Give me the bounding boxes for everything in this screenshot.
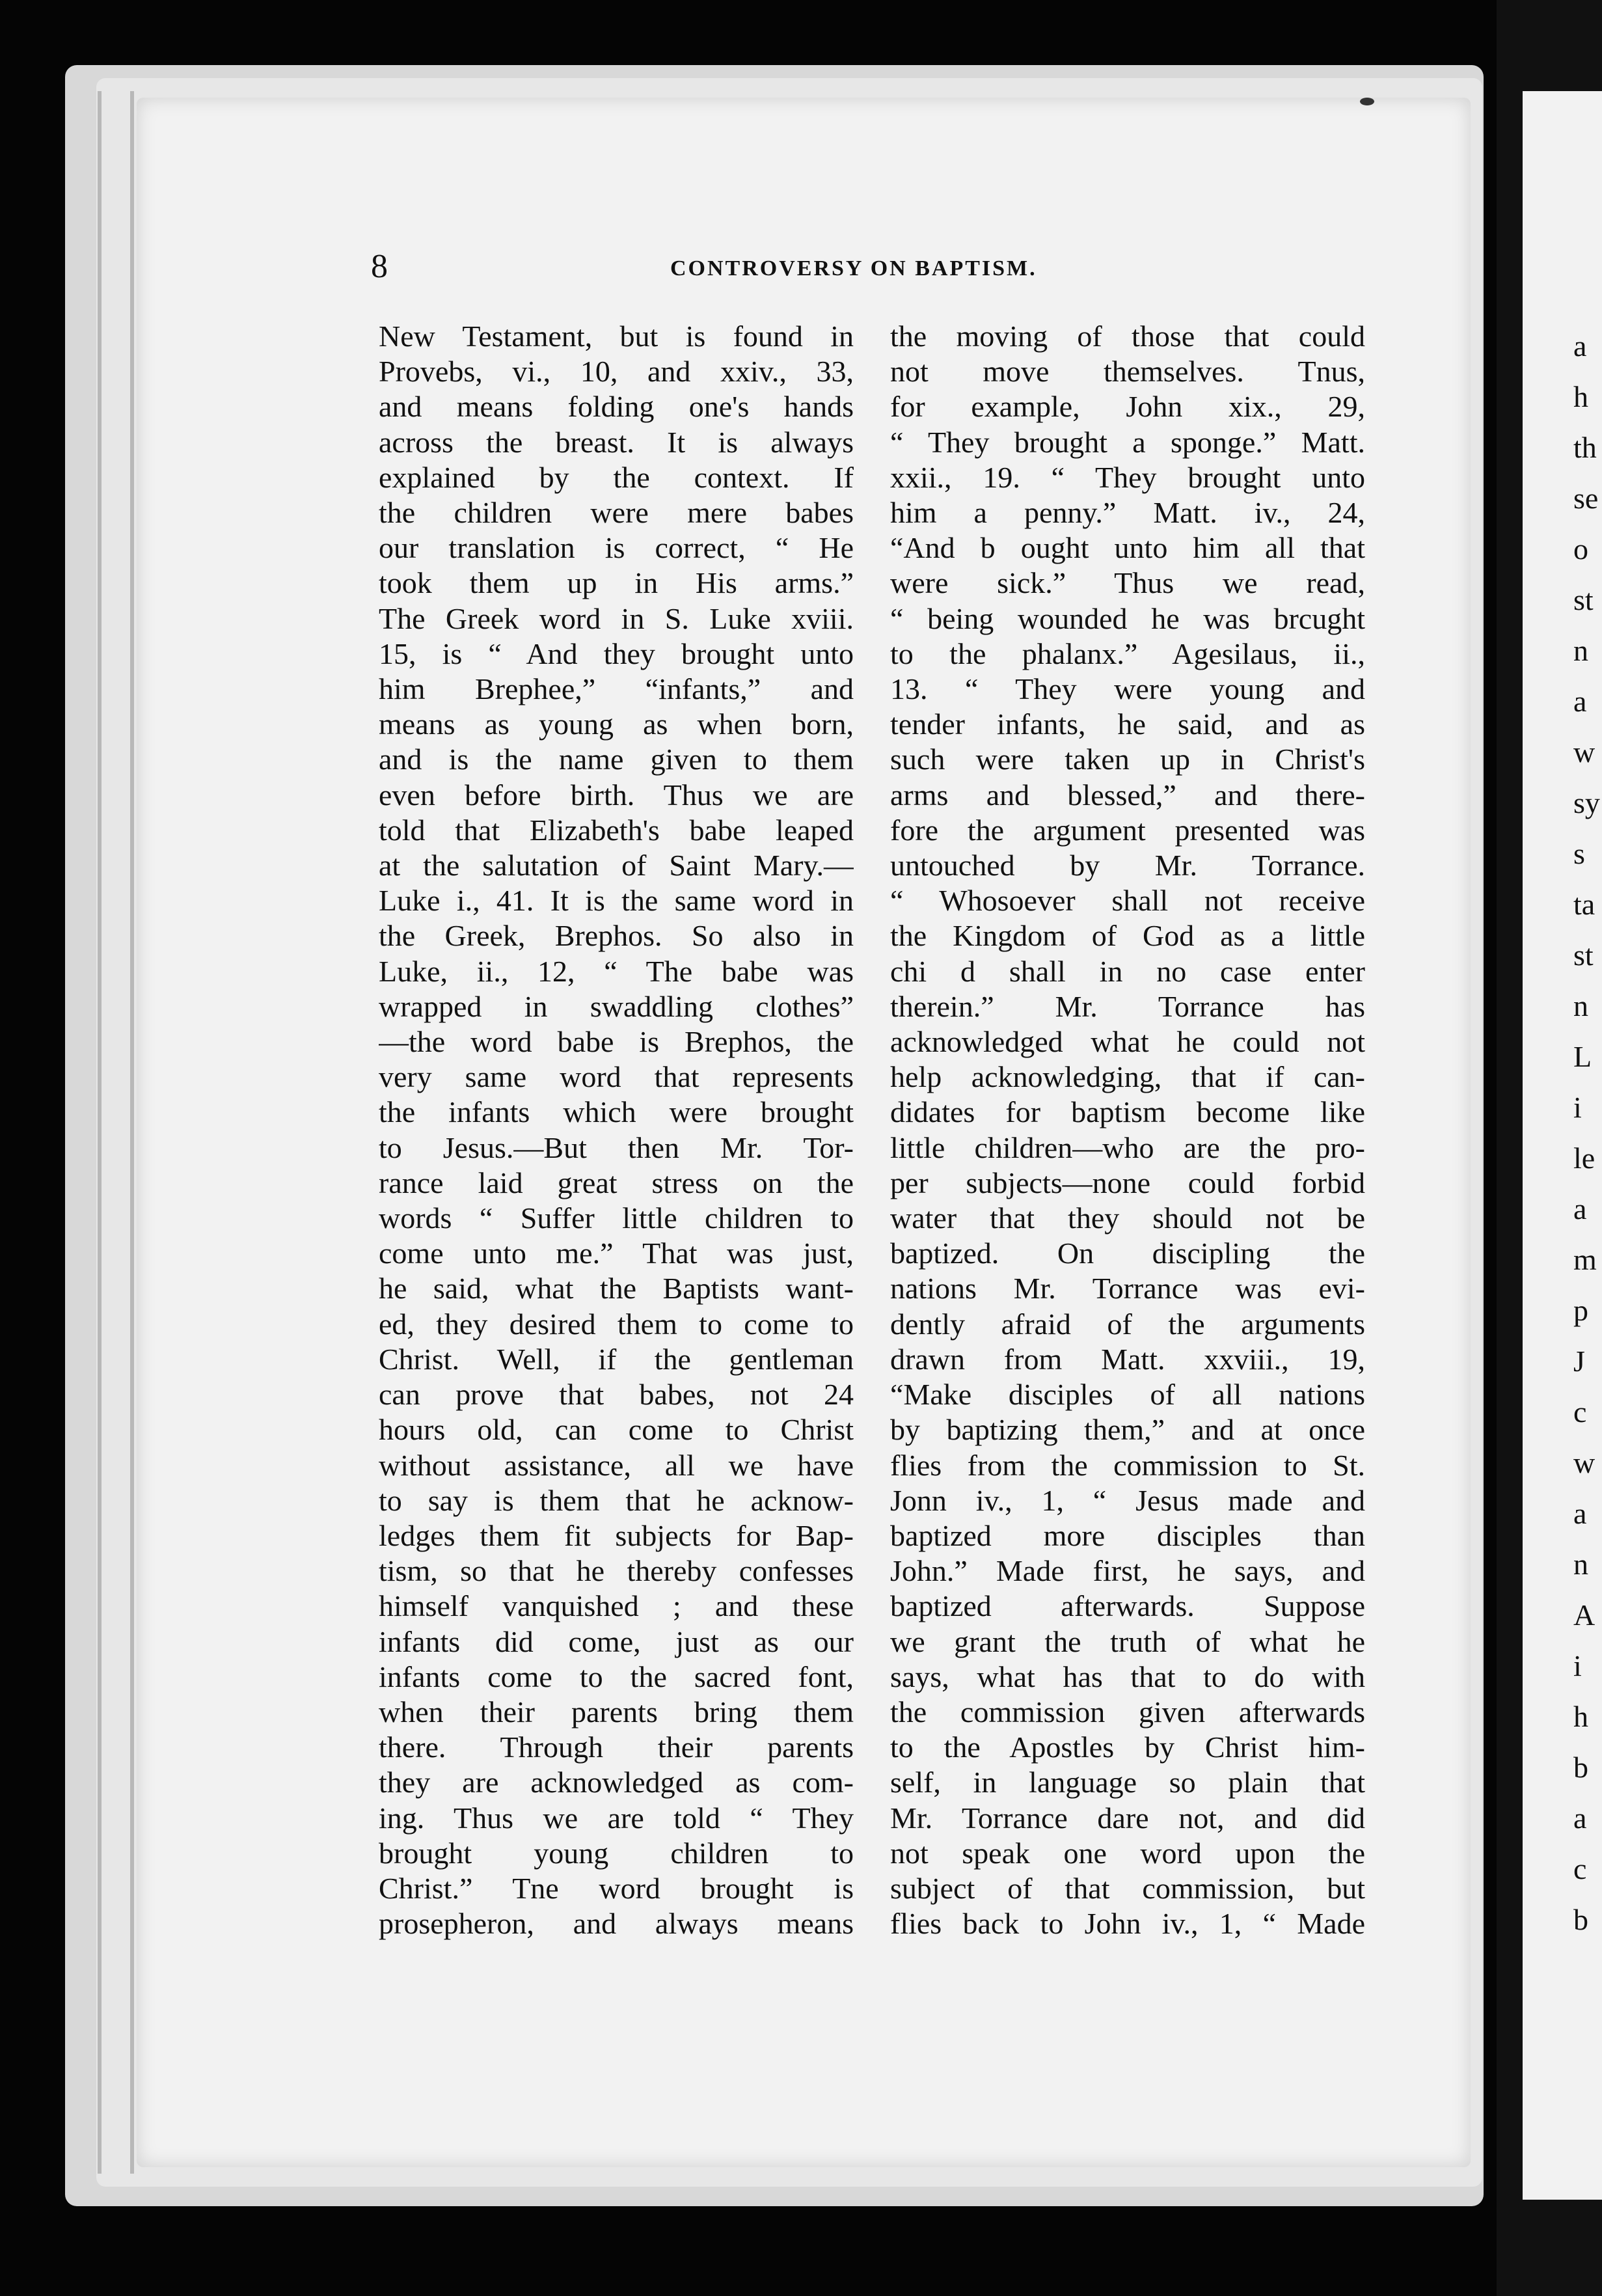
text-line: they are acknowledged as com- (379, 1766, 854, 1799)
text-line: the moving of those that could (890, 320, 1365, 353)
text-line: when their parents bring them (379, 1695, 854, 1729)
text-line: 15, is “ And they brought unto (379, 636, 854, 670)
adjacent-page-fragment: h (1573, 1700, 1588, 1733)
adjacent-page-fragment: c (1573, 1852, 1587, 1885)
text-line: subject of that commission, but (890, 1871, 1365, 1905)
adjacent-page-fragment: o (1573, 532, 1588, 566)
text-line: Mr. Torrance dare not, and did (890, 1801, 1365, 1835)
text-line: Jonn iv., 1, “ Jesus made and (890, 1483, 1365, 1517)
text-line: ed, they desired them to come to (379, 1307, 854, 1341)
adjacent-page-fragment: s (1573, 837, 1585, 870)
adjacent-page (1497, 0, 1602, 2296)
text-line: very same word that represents (379, 1060, 854, 1094)
text-line: untouched by Mr. Torrance. (890, 849, 1365, 882)
text-line: says, what has that to do with (890, 1660, 1365, 1693)
text-line: our translation is correct, “ He (379, 531, 854, 565)
text-line: “ Whosoever shall not receive (890, 884, 1365, 918)
text-line: ledges them fit subjects for Bap- (379, 1518, 854, 1552)
text-line: New Testament, but is found in (379, 320, 854, 353)
text-line: “ being wounded he was brcught (890, 601, 1365, 635)
adjacent-page-fragment: n (1573, 634, 1588, 667)
page-header (371, 247, 1373, 286)
left-text-column (379, 319, 854, 1941)
text-line: ing. Thus we are told “ They (379, 1801, 854, 1835)
text-line: dently afraid of the arguments (890, 1307, 1365, 1341)
text-line: there. Through their parents (379, 1730, 854, 1764)
text-line: told that Elizabeth's babe leaped (379, 813, 854, 847)
adjacent-page-fragment: b (1573, 1751, 1588, 1784)
text-line: the Greek, Brephos. So also in (379, 919, 854, 953)
text-line: nations Mr. Torrance was evi- (890, 1272, 1365, 1305)
ink-speck (1360, 98, 1374, 105)
adjacent-page-fragment: i (1573, 1091, 1582, 1124)
text-line: flies back to John iv., 1, “ Made (890, 1907, 1365, 1941)
adjacent-page-fragment: p (1573, 1294, 1588, 1327)
text-line: infants come to the sacred font, (379, 1660, 854, 1693)
text-line: wrapped in swaddling clothes” (379, 989, 854, 1023)
adjacent-page-fragment: a (1573, 329, 1587, 362)
text-line: the children were mere babes (379, 496, 854, 530)
text-line: explained by the context. If (379, 460, 854, 494)
text-line: self, in language so plain that (890, 1766, 1365, 1799)
text-line: Christ.” Tne word brought is (379, 1871, 854, 1905)
text-line: Luke, ii., 12, “ The babe was (379, 954, 854, 988)
adjacent-page-fragment: n (1573, 989, 1588, 1022)
text-line: chi d shall in no case enter (890, 954, 1365, 988)
page-edge-line (130, 91, 134, 2174)
text-line: we grant the truth of what he (890, 1624, 1365, 1658)
adjacent-page-fragment: m (1573, 1243, 1597, 1276)
adjacent-page-fragment: b (1573, 1903, 1588, 1936)
text-line: arms and blessed,” and there- (890, 778, 1365, 812)
text-line: “And b ought unto him all that (890, 531, 1365, 565)
text-line: the Kingdom of God as a little (890, 919, 1365, 953)
text-line: and is the name given to them (379, 743, 854, 776)
text-line: by baptizing them,” and at once (890, 1413, 1365, 1447)
text-line: come unto me.” That was just, (379, 1237, 854, 1270)
text-line: prosepheron, and always means (379, 1907, 854, 1941)
text-line: him Brephee,” “infants,” and (379, 672, 854, 706)
text-line: —the word babe is Brephos, the (379, 1025, 854, 1059)
text-line: The Greek word in S. Luke xviii. (379, 601, 854, 635)
text-line: John.” Made first, he says, and (890, 1554, 1365, 1588)
text-line: baptized. On discipling the (890, 1237, 1365, 1270)
text-line: him a penny.” Matt. iv., 24, (890, 496, 1365, 530)
adjacent-page-fragment: ta (1573, 888, 1595, 921)
adjacent-page-fragment: J (1573, 1345, 1585, 1378)
text-line: flies from the commission to St. (890, 1448, 1365, 1482)
adjacent-page-fragment: c (1573, 1395, 1587, 1428)
text-line: xxii., 19. “ They brought unto (890, 460, 1365, 494)
text-line: means as young as when born, (379, 707, 854, 741)
text-line: rance laid great stress on the (379, 1166, 854, 1199)
text-line: infants did come, just as our (379, 1624, 854, 1658)
text-line: words “ Suffer little children to (379, 1201, 854, 1235)
text-line: baptized more disciples than (890, 1518, 1365, 1552)
text-line: acknowledged what he could not (890, 1025, 1365, 1059)
right-text-column (890, 319, 1365, 1941)
adjacent-page-fragment: st (1573, 583, 1594, 616)
adjacent-page-fragment: st (1573, 938, 1594, 972)
adjacent-page-fragment: a (1573, 1192, 1587, 1225)
adjacent-page-fragment: a (1573, 1497, 1587, 1530)
text-line: tism, so that he thereby confesses (379, 1554, 854, 1588)
running-head: CONTROVERSY ON BAPTISM. (670, 256, 1037, 280)
text-line: across the breast. It is always (379, 425, 854, 459)
text-line: “Make disciples of all nations (890, 1378, 1365, 1412)
text-line: not move themselves. Tnus, (890, 355, 1365, 389)
text-line: tender infants, he said, and as (890, 707, 1365, 741)
text-line: and means folding one's hands (379, 390, 854, 424)
adjacent-page-fragment: w (1573, 735, 1595, 769)
adjacent-page-fragment: a (1573, 685, 1587, 718)
text-line: Luke i., 41. It is the same word in (379, 884, 854, 918)
text-line: brought young children to (379, 1836, 854, 1870)
adjacent-page-fragment: A (1573, 1598, 1595, 1632)
text-line: not speak one word upon the (890, 1836, 1365, 1870)
text-line: at the salutation of Saint Mary.— (379, 849, 854, 882)
text-line: the commission given afterwards (890, 1695, 1365, 1729)
text-line: without assistance, all we have (379, 1448, 854, 1482)
text-line: per subjects—none could forbid (890, 1166, 1365, 1199)
text-line: 13. “ They were young and (890, 672, 1365, 706)
text-line: Provebs, vi., 10, and xxiv., 33, (379, 355, 854, 389)
text-line: were sick.” Thus we read, (890, 566, 1365, 600)
text-line: help acknowledging, that if can- (890, 1060, 1365, 1094)
adjacent-page-fragment: a (1573, 1801, 1587, 1835)
adjacent-page-fragment: sy (1573, 786, 1600, 819)
page-number: 8 (371, 248, 388, 285)
adjacent-page-fragment: L (1573, 1040, 1592, 1073)
text-line: himself vanquished ; and these (379, 1589, 854, 1623)
adjacent-page-fragment: le (1573, 1141, 1595, 1175)
text-line: little children—who are the pro- (890, 1130, 1365, 1164)
text-line: to the Apostles by Christ him- (890, 1730, 1365, 1764)
adjacent-page-fragment: n (1573, 1548, 1588, 1581)
text-line: to the phalanx.” Agesilaus, ii., (890, 636, 1365, 670)
text-line: “ They brought a sponge.” Matt. (890, 425, 1365, 459)
text-line: didates for baptism become like (890, 1095, 1365, 1129)
text-line: baptized afterwards. Suppose (890, 1589, 1365, 1623)
text-line: to say is them that he acknow- (379, 1483, 854, 1517)
text-line: Christ. Well, if the gentleman (379, 1342, 854, 1376)
adjacent-page-fragment: h (1573, 380, 1588, 413)
text-line: fore the argument presented was (890, 813, 1365, 847)
text-line: hours old, can come to Christ (379, 1413, 854, 1447)
text-line: for example, John xix., 29, (890, 390, 1365, 424)
adjacent-page-fragment: i (1573, 1649, 1582, 1682)
text-line: the infants which were brought (379, 1095, 854, 1129)
text-line: water that they should not be (890, 1201, 1365, 1235)
page-edge-line (98, 91, 102, 2174)
text-line: can prove that babes, not 24 (379, 1378, 854, 1412)
text-line: he said, what the Baptists want- (379, 1272, 854, 1305)
text-line: such were taken up in Christ's (890, 743, 1365, 776)
text-line: took them up in His arms.” (379, 566, 854, 600)
adjacent-page-fragment: se (1573, 482, 1599, 515)
text-line: therein.” Mr. Torrance has (890, 989, 1365, 1023)
adjacent-page-fragment: w (1573, 1446, 1595, 1479)
text-line: to Jesus.—But then Mr. Tor- (379, 1130, 854, 1164)
text-line: even before birth. Thus we are (379, 778, 854, 812)
text-line: drawn from Matt. xxviii., 19, (890, 1342, 1365, 1376)
adjacent-page-fragment: th (1573, 431, 1597, 464)
